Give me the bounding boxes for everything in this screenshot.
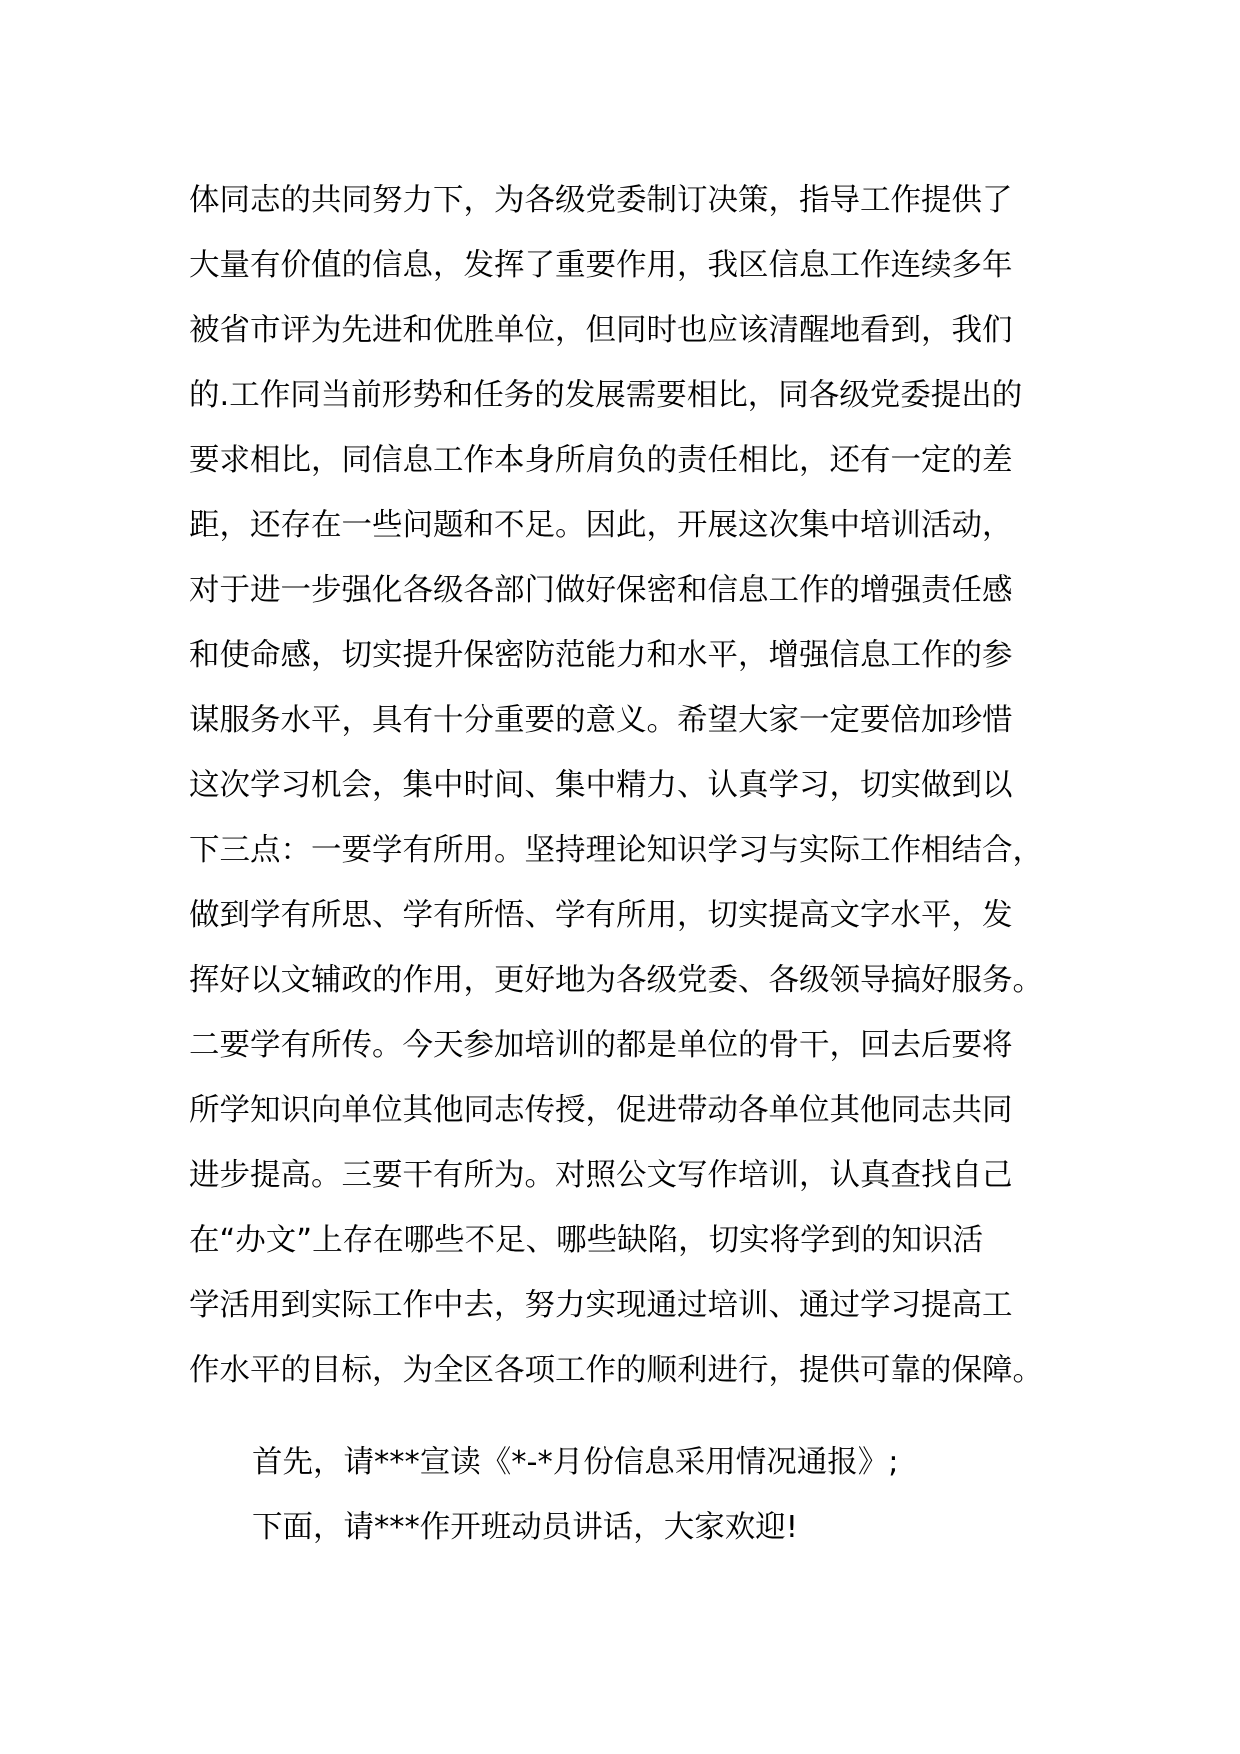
- text-line: 学活用到实际工作中去，努力实现通过培训、通过学习提高工: [189, 1288, 1013, 1323]
- closing-line-next: 下面，请***作开班动员讲话，大家欢迎!: [252, 1510, 798, 1545]
- text-line: 做到学有所思、学有所悟、学有所用，切实提高文字水平，发: [189, 898, 1013, 933]
- text-line: 被省市评为先进和优胜单位，但同时也应该清醒地看到，我们: [189, 313, 1013, 348]
- closing-line-first: 首先，请***宣读《*-*月份信息采用情况通报》;: [252, 1445, 899, 1480]
- closing-remarks: [252, 1430, 1112, 1560]
- text-line: 二要学有所传。今天参加培训的都是单位的骨干，回去后要将: [189, 1028, 1013, 1063]
- text-line: 对于进一步强化各级各部门做好保密和信息工作的增强责任感: [189, 573, 1013, 608]
- text-line: 在“办文”上存在哪些不足、哪些缺陷，切实将学到的知识活: [189, 1223, 984, 1258]
- text-line: 大量有价值的信息，发挥了重要作用，我区信息工作连续多年: [189, 248, 1013, 283]
- text-line: 进步提高。三要干有所为。对照公文写作培训，认真查找自己: [189, 1158, 1013, 1193]
- text-line: 体同志的共同努力下，为各级党委制订决策，指导工作提供了: [189, 183, 1013, 218]
- text-line: 所学知识向单位其他同志传授，促进带动各单位其他同志共同: [189, 1093, 1013, 1128]
- text-line: 谋服务水平，具有十分重要的意义。希望大家一定要倍加珍惜: [189, 703, 1013, 738]
- body-paragraph: [189, 168, 1089, 1403]
- text-line: 这次学习机会，集中时间、集中精力、认真学习，切实做到以: [189, 768, 1013, 803]
- text-line: 距，还存在一些问题和不足。因此，开展这次集中培训活动，: [189, 508, 1013, 543]
- text-line: 作水平的目标，为全区各项工作的顺利进行，提供可靠的保障。: [189, 1353, 1043, 1388]
- text-line: 和使命感，切实提升保密防范能力和水平，增强信息工作的参: [189, 638, 1013, 673]
- text-line: 的.工作同当前形势和任务的发展需要相比，同各级党委提出的: [189, 378, 1023, 413]
- text-line: 挥好以文辅政的作用，更好地为各级党委、各级领导搞好服务。: [189, 963, 1043, 998]
- text-line: 要求相比，同信息工作本身所肩负的责任相比，还有一定的差: [189, 443, 1013, 478]
- text-line: 下三点：一要学有所用。坚持理论知识学习与实际工作相结合，: [189, 833, 1043, 868]
